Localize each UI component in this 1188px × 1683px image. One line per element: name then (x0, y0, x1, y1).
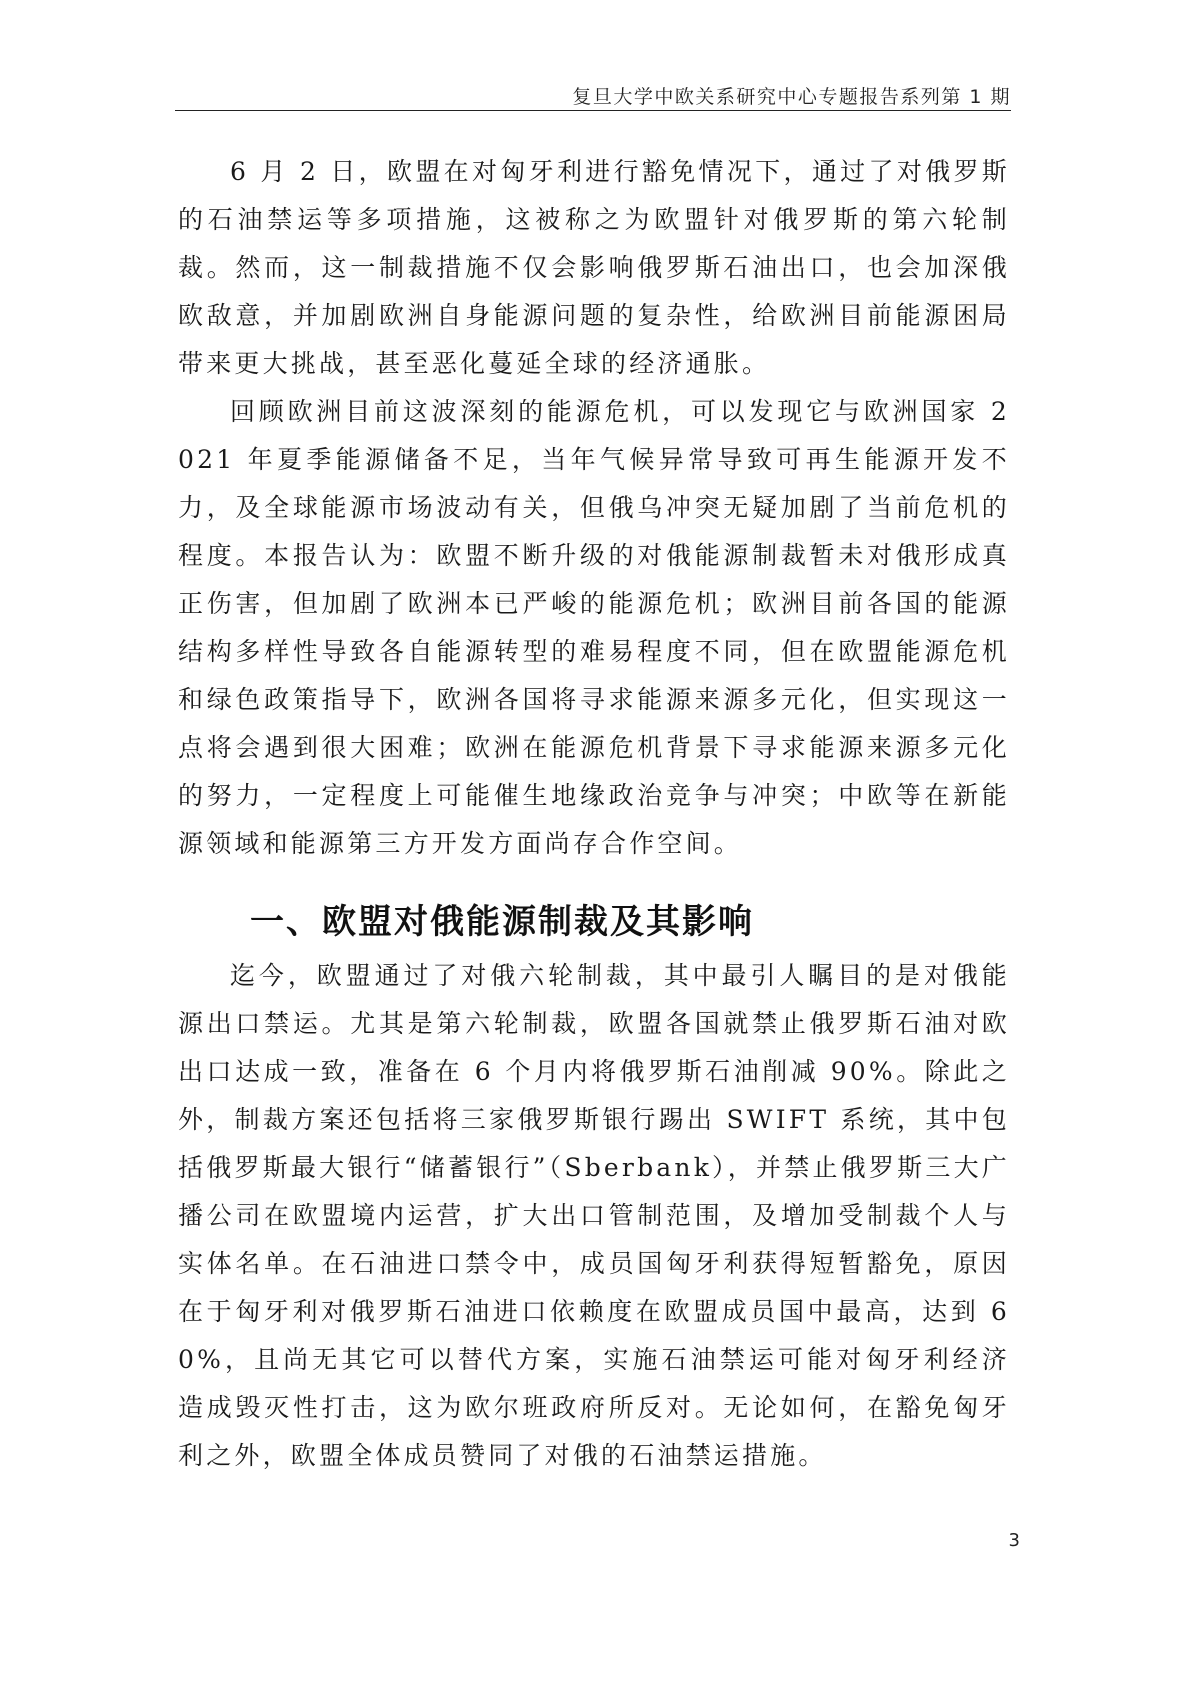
paragraph-summary: 回顾欧洲目前这波深刻的能源危机，可以发现它与欧洲国家 2021 年夏季能源储备不足，当年气候异常导致可再生能源开发不力，及全球能源市场波动有关，但俄乌冲突无疑加剧了当前危机的程度。本报告认为：欧盟不断升级的对俄能源制裁暂未对俄形成真正伤害，但加剧了欧洲本已严峻的能源危机；欧洲目前各国的能源结构多样性导致各自能源转型的难易程度不同，但在欧盟能源危机和绿色政策指导下，欧洲各国将寻求能源来源多元化，但实现这一点将会遇到很大困难；欧洲在能源危机背景下寻求能源来源多元化的努力，一定程度上可能催生地缘政治竞争与冲突；中欧等在新能源领域和能源第三方开发方面尚存合作空间。 (178, 397, 1010, 858)
paragraph-intro: 6 月 2 日，欧盟在对匈牙利进行豁免情况下，通过了对俄罗斯的石油禁运等多项措施，这被称之为欧盟针对俄罗斯的第六轮制裁。然而，这一制裁措施不仅会影响俄罗斯石油出口，也会加深俄欧敌意，并加剧欧洲自身能源问题的复杂性，给欧洲目前能源困局带来更大挑战，甚至恶化蔓延全球的经济通胀。 (178, 157, 1010, 378)
paragraph-section1: 迄今，欧盟通过了对俄六轮制裁，其中最引人瞩目的是对俄能源出口禁运。尤其是第六轮制裁，欧盟各国就禁止俄罗斯石油对欧出口达成一致，准备在 6 个月内将俄罗斯石油削减 90%。除此之外，制裁方案还包括将三家俄罗斯银行踢出 SWIFT 系统，其中包括俄罗斯最大银行“储蓄银行”（Sberbank），并禁止俄罗斯三大广播公司在欧盟境内运营，扩大出口管制范围，及增加受制裁个人与实体名单。在石油进口禁令中，成员国匈牙利获得短暂豁免，原因在于匈牙利对俄罗斯石油进口依赖度在欧盟成员国中最高，达到 60%，且尚无其它可以替代方案，实施石油禁运可能对匈牙利经济造成毁灭性打击，这为欧尔班政府所反对。无论如何，在豁免匈牙利之外，欧盟全体成员赞同了对俄的石油禁运措施。 (178, 961, 1010, 1470)
document-body (178, 148, 1010, 1480)
running-header: 复旦大学中欧关系研究中心专题报告系列第 1 期 (572, 86, 1011, 108)
header-divider (175, 110, 1011, 111)
page-number: 3 (1008, 1530, 1020, 1551)
section-heading: 一、欧盟对俄能源制裁及其影响 (250, 902, 754, 942)
